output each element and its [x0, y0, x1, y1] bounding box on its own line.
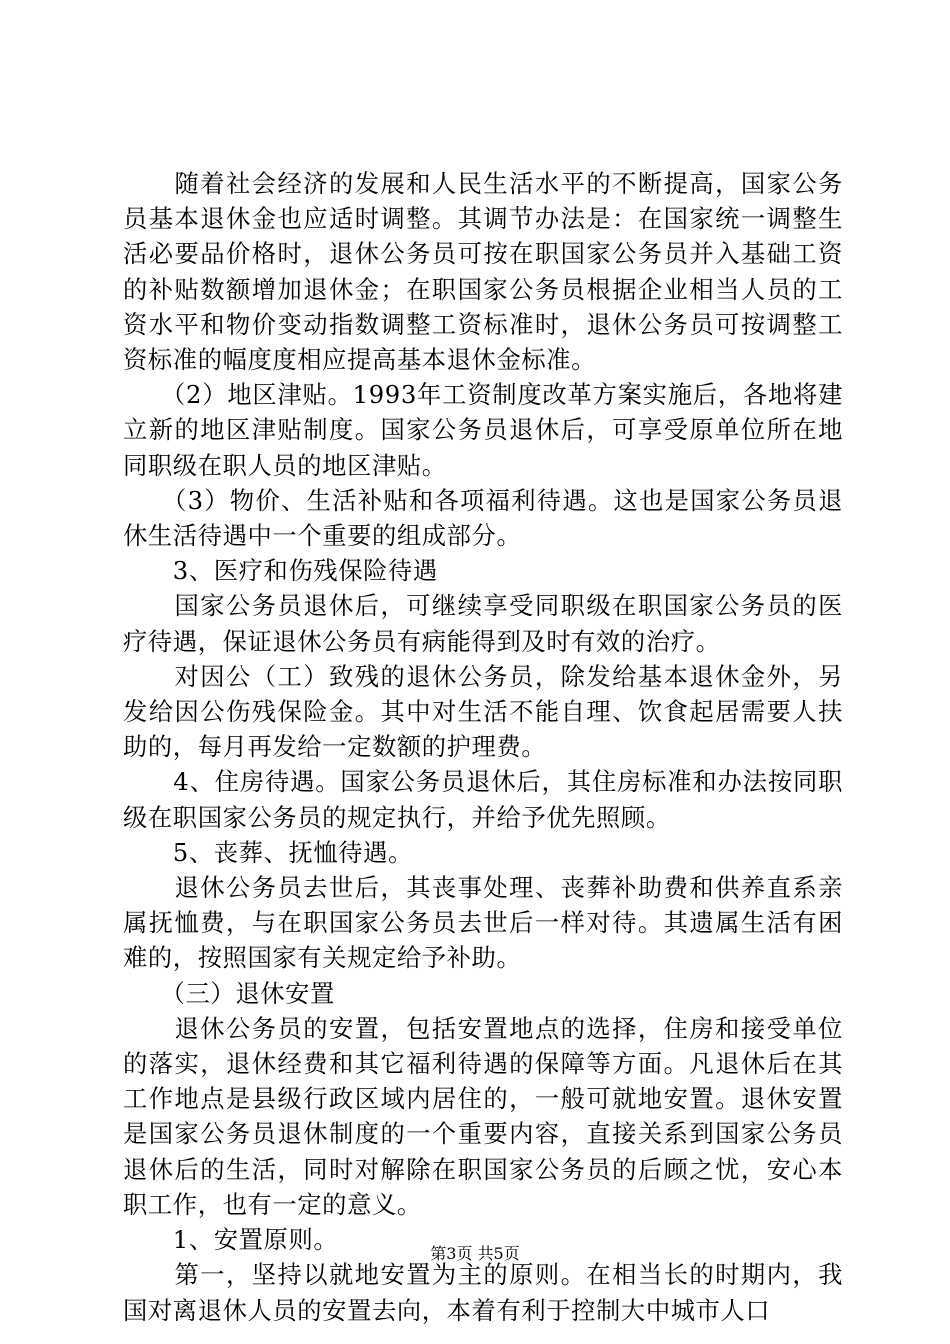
section-heading: 3、医疗和伤残保险待遇 [123, 556, 438, 586]
section-heading: （三）退休安置 [123, 978, 335, 1008]
paragraph: 退休公务员去世后，其丧事处理、丧葬补助费和供养直系亲属抚恤费，与在职国家公务员去世后一样对待。其遗属生活有困难的，按照国家有关规定给予补助。 [123, 873, 843, 973]
paragraph: 退休公务员的安置，包括安置地点的选择，住房和接受单位的落实，退休经费和其它福利待遇的保障等方面。凡退休后在其工作地点是县级行政区域内居住的，一般可就地安置。退休安置是国家公务员退休制度的一个重要内容，直接关系到国家公务员退休后的生活，同时对解除在职国家公务员的后顾之忧，安心本职工作，也有一定的意义。 [123, 1013, 843, 1219]
section-heading: 1、安置原则。 [123, 1225, 339, 1255]
paragraph: （2）地区津贴。1993年工资制度改革方案实施后，各地将建立新的地区津贴制度。国家公务员退休后，可享受原单位所在地同职级在职人员的地区津贴。 [123, 380, 843, 480]
document-body [123, 166, 843, 1328]
paragraph: 国家公务员退休后，可继续享受同职级在职国家公务员的医疗待遇，保证退休公务员有病能得到及时有效的治疗。 [123, 591, 843, 656]
paragraph: 4、住房待遇。国家公务员退休后，其住房标准和办法按同职级在职国家公务员的规定执行，并给予优先照顾。 [123, 767, 843, 832]
page-footer: 第3页 共5页 [430, 1244, 520, 1263]
section-heading: 5、丧葬、抚恤待遇。 [123, 837, 413, 867]
paragraph: （3）物价、生活补贴和各项福利待遇。这也是国家公务员退休生活待遇中一个重要的组成部分。 [123, 485, 843, 551]
paragraph: 对因公（工）致残的退休公务员，除发给基本退休金外，另发给因公伤残保险金。其中对生活不能自理、饮食起居需要人扶助的，每月再发给一定数额的护理费。 [123, 661, 843, 762]
paragraph: 第一，坚持以就地安置为主的原则。在相当长的时期内，我国对离退休人员的安置去向，本着有利于控制大中城市人口 [123, 1260, 843, 1325]
paragraph: 随着社会经济的发展和人民生活水平的不断提高，国家公务员基本退休金也应适时调整。其调节办法是：在国家统一调整生活必要品价格时，退休公务员可按在职国家公务员并入基础工资的补贴数额增加退休金；在职国家公务员根据企业相当人员的工资水平和物价变动指数调整工资标准时，退休公务员可按调整工资标准的幅度度相应提高基本退休金标准。 [123, 169, 843, 375]
